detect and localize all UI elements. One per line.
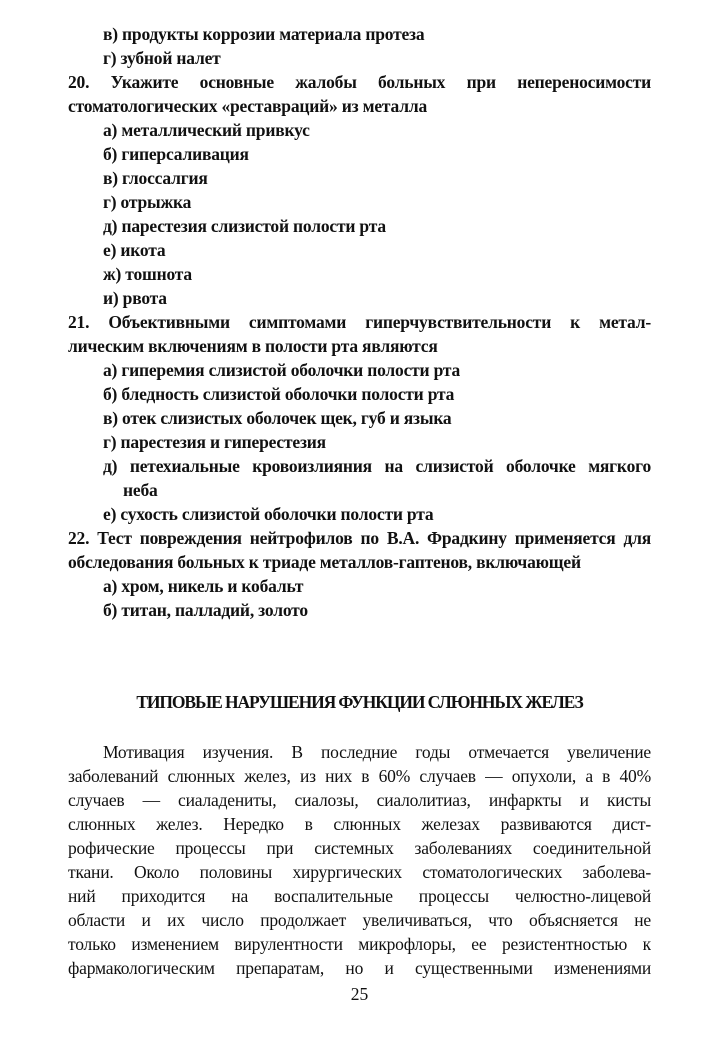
answer-option: а) металлический привкус bbox=[103, 120, 310, 140]
answer-option: ж) тошнота bbox=[103, 264, 192, 284]
question-22-text-cont: обследования больных к триаде металлов-гаптенов, включающей bbox=[68, 552, 581, 572]
answer-option: и) рвота bbox=[103, 288, 167, 308]
question-21-text-cont: лическим включениям в полости рта являются bbox=[68, 336, 438, 356]
answer-option: б) бледность слизистой оболочки полости рта bbox=[103, 384, 455, 404]
answer-option: б) гиперсаливация bbox=[103, 144, 249, 164]
question-20-text-cont: стоматологических «реставраций» из металла bbox=[68, 96, 428, 116]
section-heading: ТИПОВЫЕ НАРУШЕНИЯ ФУНКЦИИ СЛЮННЫХ ЖЕЛЕЗ bbox=[136, 692, 583, 712]
page-number: 25 bbox=[350, 984, 369, 1004]
answer-option: д) петехиальные кровоизлияния на слизистой оболочке мягкого bbox=[103, 456, 651, 476]
answer-option: г) зубной налет bbox=[103, 48, 221, 68]
paragraph-line: рофические процессы при системных заболеваниях соединительной bbox=[68, 838, 651, 858]
answer-option: в) отек слизистых оболочек щек, губ и языка bbox=[103, 408, 452, 428]
answer-option: а) гиперемия слизистой оболочки полости рта bbox=[103, 360, 461, 380]
answer-option: е) сухость слизистой оболочки полости рта bbox=[103, 504, 434, 524]
paragraph-line: слюнных желез. Нередко в слюнных железах развиваются дист- bbox=[68, 814, 651, 834]
answer-option: г) отрыжка bbox=[103, 192, 192, 212]
answer-option: а) хром, никель и кобальт bbox=[103, 576, 304, 596]
paragraph-line: ний приходится на воспалительные процессы челюстно-лицевой bbox=[68, 886, 651, 906]
paragraph-line: случаев — сиаладениты, сиалозы, сиалолитиаз, инфаркты и кисты bbox=[68, 790, 651, 810]
answer-option: в) глоссалгия bbox=[103, 168, 208, 188]
answer-option: е) икота bbox=[103, 240, 166, 260]
paragraph-line: области и их число продолжает увеличиваться, что объясняется не bbox=[68, 910, 651, 930]
question-22-text: 22. Тест повреждения нейтрофилов по В.А. Фрадкину применяется для bbox=[68, 528, 651, 548]
answer-option: г) парестезия и гиперестезия bbox=[103, 432, 326, 452]
paragraph-line: заболеваний слюнных желез, из них в 60% случаев — опухоли, а в 40% bbox=[68, 766, 651, 786]
question-21-text: 21. Объективными симптомами гиперчувствительности к метал- bbox=[68, 312, 651, 332]
paragraph-line: фармакологическим препаратам, но и существенными изменениями bbox=[68, 958, 651, 978]
question-20-text: 20. Укажите основные жалобы больных при непереносимости bbox=[68, 72, 651, 92]
answer-option-cont: неба bbox=[123, 480, 158, 500]
paragraph-line: Мотивация изучения. В последние годы отмечается увеличение bbox=[103, 742, 651, 762]
answer-option: в) продукты коррозии материала протеза bbox=[103, 24, 425, 44]
answer-option: б) титан, палладий, золото bbox=[103, 600, 308, 620]
paragraph-line: ткани. Около половины хирургических стоматологических заболева- bbox=[68, 862, 651, 882]
paragraph-line: только изменением вирулентности микрофлоры, ее резистентностью к bbox=[68, 934, 651, 954]
answer-option: д) парестезия слизистой полости рта bbox=[103, 216, 386, 236]
